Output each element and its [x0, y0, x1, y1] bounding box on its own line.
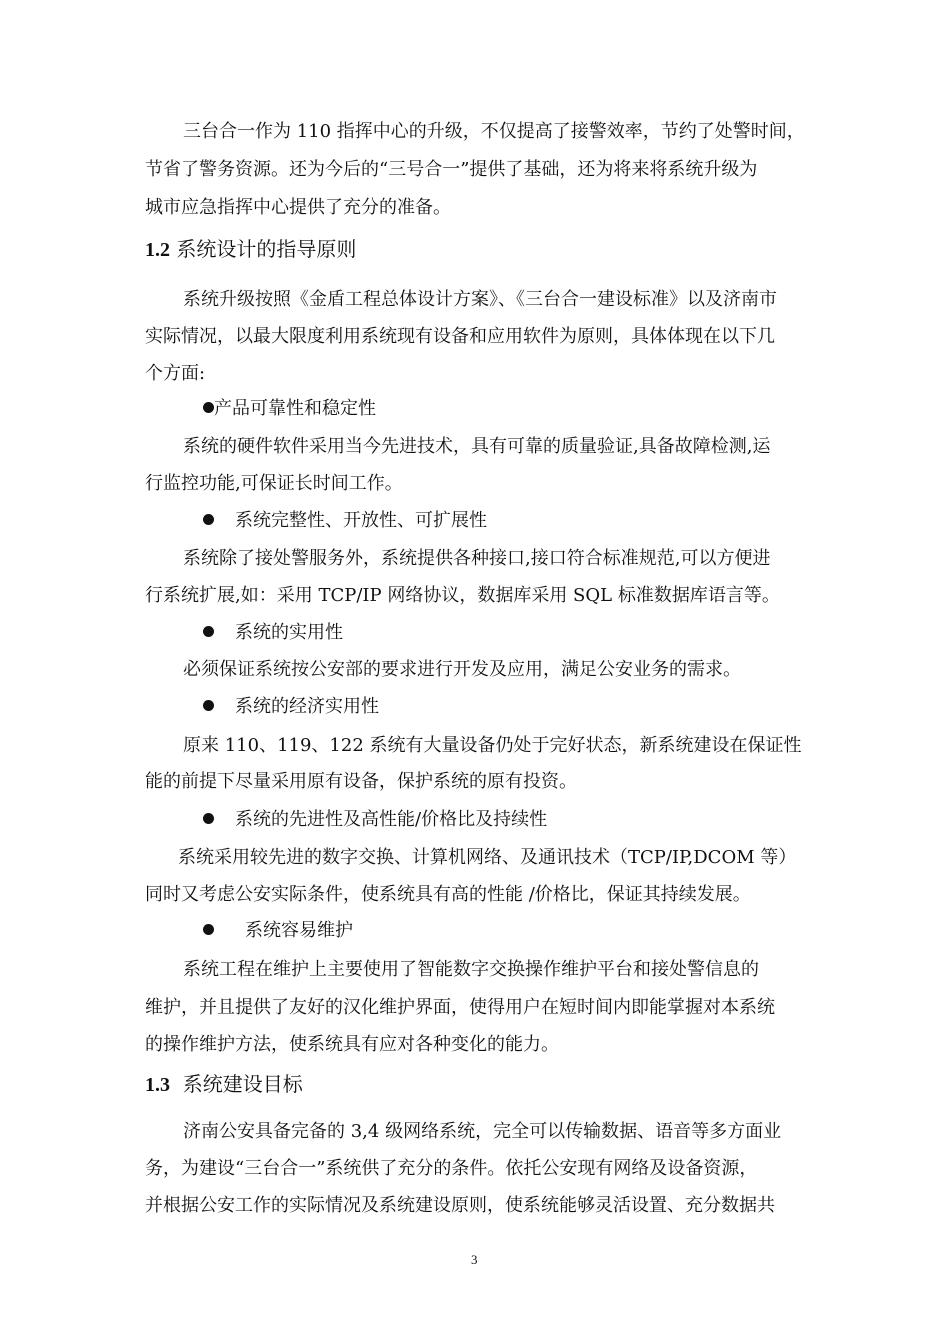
principle-title: 系统的先进性及高性能/价格比及持续性: [235, 809, 548, 830]
principle-title: 系统的实用性: [235, 622, 343, 643]
principle-2-line-2: 行系统扩展,如：采用 TCP/IP 网络协议，数据库采用 SQL 标准数据库语言等。: [145, 585, 780, 606]
bullet-dot-icon: [203, 813, 214, 824]
section-number: 1.3: [145, 1074, 170, 1096]
paragraph-2-line-1: 系统升级按照《金盾工程总体设计方案》、《三台合一建设标准》以及济南市: [183, 289, 777, 310]
principle-2-bullet: [203, 510, 487, 532]
paragraph-2-line-2: 实际情况，以最大限度利用系统现有设备和应用软件为原则，具体体现在以下几: [145, 326, 775, 347]
principle-5-line-1: 系统采用较先进的数字交换、计算机网络、及通讯技术（TCP/IP,DCOM 等）: [178, 847, 797, 868]
principle-3-bullet: [203, 622, 343, 644]
paragraph-1-line-1: 三台合一作为 110 指挥中心的升级，不仅提高了接警效率，节约了处警时间，: [183, 121, 805, 142]
page-number: 3: [471, 1252, 478, 1267]
section-heading-1-2: [145, 236, 356, 263]
principle-1-line-2: 行监控功能,可保证长时间工作。: [145, 473, 403, 494]
bullet-dot-icon: [203, 626, 214, 637]
bullet-dot-icon: [203, 700, 214, 711]
paragraph-3-line-2: 务，为建设“三台合一”系统供了充分的条件。依托公安现有网络及设备资源，: [145, 1158, 758, 1179]
paragraph-2-line-3: 个方面:: [145, 363, 206, 384]
paragraph-3-line-3: 并根据公安工作的实际情况及系统建设原则，使系统能够灵活设置、充分数据共: [145, 1195, 775, 1216]
section-title: 系统建设目标: [182, 1072, 303, 1096]
principle-1-line-1: 系统的硬件软件采用当今先进技术，具有可靠的质量验证,具备故障检测,运: [183, 436, 771, 457]
principle-4-line-1: 原来 110、119、122 系统有大量设备仍处于完好状态，新系统建设在保证性: [183, 735, 802, 756]
paragraph-3-line-1: 济南公安具备完备的 3,4 级网络系统，完全可以传输数据、语音等多方面业: [183, 1121, 782, 1142]
bullet-dot-icon: [203, 924, 214, 935]
principle-title: 系统容易维护: [245, 920, 353, 941]
principle-6-bullet: [203, 920, 353, 942]
bullet-dot-icon: [203, 402, 214, 413]
bullet-dot-icon: [203, 514, 214, 525]
principle-6-line-3: 的操作维护方法，使系统具有应对各种变化的能力。: [145, 1034, 559, 1055]
principle-1-bullet: [203, 398, 376, 420]
principle-title: 系统的经济实用性: [235, 696, 379, 717]
section-heading-1-3: [145, 1071, 303, 1098]
section-title: 系统设计的指导原则: [176, 237, 357, 261]
principle-5-bullet: [203, 809, 547, 831]
principle-title: 产品可靠性和稳定性: [214, 398, 376, 419]
paragraph-1-line-3: 城市应急指挥中心提供了充分的准备。: [145, 197, 451, 218]
paragraph-1-line-2: 节省了警务资源。还为今后的“三号合一”提供了基础，还为将来将系统升级为: [145, 159, 758, 180]
principle-4-bullet: [203, 696, 379, 718]
principle-2-line-1: 系统除了接处警服务外，系统提供各种接口,接口符合标准规范,可以方便进: [183, 548, 771, 569]
section-number: 1.2: [145, 239, 170, 261]
principle-3-line-1: 必须保证系统按公安部的要求进行开发及应用，满足公安业务的需求。: [183, 659, 741, 680]
principle-title: 系统完整性、开放性、可扩展性: [235, 510, 487, 531]
principle-6-line-1: 系统工程在维护上主要使用了智能数字交换操作维护平台和接处警信息的: [183, 959, 759, 980]
principle-6-line-2: 维护，并且提供了友好的汉化维护界面，使得用户在短时间内即能掌握对本系统: [145, 997, 775, 1018]
principle-4-line-2: 能的前提下尽量采用原有设备，保护系统的原有投资。: [145, 771, 577, 792]
principle-5-line-2: 同时又考虑公安实际条件，使系统具有高的性能 /价格比，保证其持续发展。: [145, 884, 751, 905]
